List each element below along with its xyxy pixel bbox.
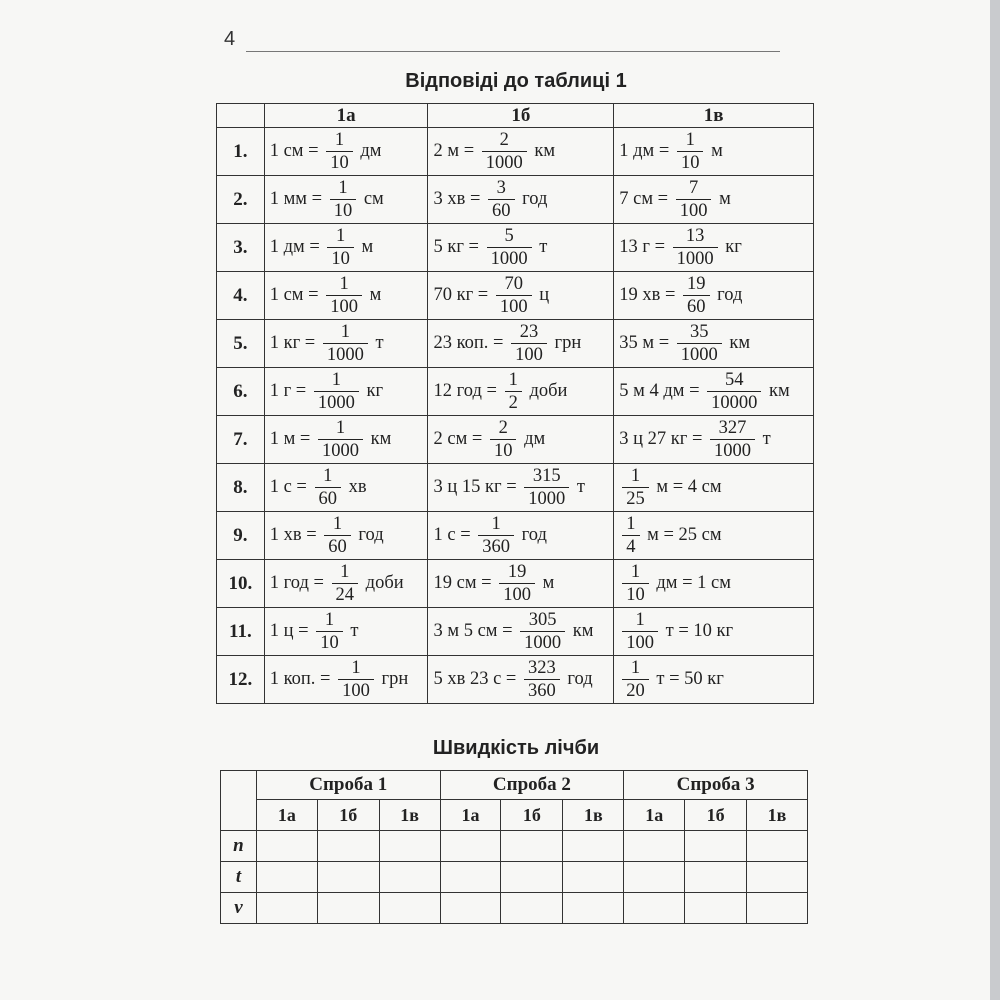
fraction-numerator: 1 [332, 514, 343, 534]
fraction-denominator: 1000 [520, 631, 565, 653]
fraction-numerator: 1 [630, 658, 641, 678]
fraction-numerator: 3 [496, 178, 506, 198]
answers-row [217, 272, 814, 320]
answer-text: т [758, 429, 771, 449]
fraction [487, 227, 532, 268]
answer-text: т = 10 кг [661, 621, 734, 641]
fraction-numerator: 2 [498, 418, 508, 438]
answer-text: 3 ц 27 кг = [619, 429, 708, 449]
speed-subheader: 1а [256, 800, 317, 831]
answer-cell [428, 320, 614, 368]
fraction-numerator: 70 [504, 274, 523, 294]
answer-text: 1 дм = [269, 237, 325, 257]
fraction-numerator: 315 [532, 466, 561, 486]
fraction-denominator: 1000 [524, 487, 569, 509]
speed-entry-cell [624, 893, 685, 924]
fraction-numerator: 7 [688, 178, 699, 198]
answer-text: ц [534, 285, 550, 305]
answer-text: 23 коп. = [433, 333, 509, 353]
answer-text: 35 м = [619, 333, 674, 353]
row-number: 3. [217, 224, 265, 272]
answer-cell [614, 176, 814, 224]
answers-row [217, 608, 814, 656]
speed-entry-cell [440, 862, 501, 893]
answer-cell [614, 272, 814, 320]
speed-entry-cell [747, 831, 808, 862]
answers-header-cell: 1в [614, 104, 814, 128]
speed-corner-cell [221, 771, 257, 831]
speed-entry-cell [379, 862, 440, 893]
speed-attempt-row [221, 771, 808, 800]
fraction [676, 179, 712, 220]
speed-entry-cell [685, 862, 747, 893]
fraction-numerator: 1 [338, 178, 348, 198]
fraction-denominator: 100 [499, 583, 535, 605]
answer-cell [264, 272, 428, 320]
speed-entry-cell [563, 831, 624, 862]
speed-subheader-row [221, 800, 808, 831]
answer-text: т [572, 477, 585, 497]
fraction-numerator: 1 [334, 130, 345, 150]
fraction-numerator: 35 [690, 322, 709, 342]
speed-entry-cell [501, 862, 563, 893]
fraction-numerator: 1 [340, 562, 350, 582]
fraction [622, 467, 649, 508]
answer-text: км [764, 381, 790, 401]
speed-entry-cell [379, 831, 440, 862]
answer-cell [264, 512, 428, 560]
fraction-denominator: 10 [330, 199, 357, 221]
answer-text: грн [549, 333, 582, 353]
fraction-numerator: 327 [718, 418, 747, 438]
answers-table [216, 103, 814, 704]
answer-cell [428, 224, 614, 272]
answer-text: 1 хв = [269, 525, 322, 545]
answer-text: 3 хв = [433, 189, 486, 209]
answer-text: м = 4 см [651, 477, 722, 497]
fraction [324, 515, 351, 556]
answer-text: 13 г = [619, 237, 670, 257]
fraction-denominator: 360 [478, 535, 514, 557]
speed-entry-cell [501, 831, 563, 862]
fraction-denominator: 4 [622, 535, 639, 557]
speed-entry-cell [379, 893, 440, 924]
row-number: 1. [217, 128, 265, 176]
answer-cell [264, 224, 428, 272]
fraction-denominator: 1000 [482, 151, 527, 173]
answer-cell [428, 512, 614, 560]
fraction-denominator: 1000 [314, 391, 359, 413]
fraction-numerator: 1 [331, 370, 341, 390]
fraction [490, 419, 517, 460]
fraction [482, 131, 527, 172]
answer-cell [428, 176, 614, 224]
speed-entry-cell [747, 893, 808, 924]
fraction [677, 323, 722, 364]
fraction-denominator: 10 [677, 151, 704, 173]
speed-subheader: 1а [440, 800, 501, 831]
answer-cell [614, 656, 814, 704]
answer-text: 1 мм = [269, 189, 327, 209]
answer-text: 1 г = [269, 381, 311, 401]
row-number: 7. [217, 416, 265, 464]
answer-text: 1 кг = [269, 333, 320, 353]
fraction [327, 227, 354, 268]
speed-subheader: 1б [501, 800, 563, 831]
fraction-numerator: 1 [351, 658, 361, 678]
fraction-numerator: 1 [323, 466, 333, 486]
answer-text: 3 м 5 см = [433, 621, 518, 641]
answer-text: м [714, 189, 731, 209]
answer-cell [428, 128, 614, 176]
row-number: 4. [217, 272, 265, 320]
fraction-denominator: 10 [326, 151, 353, 173]
answer-text: т [370, 333, 384, 353]
fraction-numerator: 1 [635, 610, 645, 630]
fraction-denominator: 100 [338, 679, 374, 701]
fraction-numerator: 13 [685, 226, 705, 246]
fraction [622, 515, 639, 556]
header-rule [246, 51, 780, 52]
fraction-denominator: 1000 [677, 343, 722, 365]
speed-subheader: 1в [379, 800, 440, 831]
row-number: 5. [217, 320, 265, 368]
answer-text: год [517, 189, 548, 209]
answers-row [217, 128, 814, 176]
fraction [710, 419, 755, 460]
answers-row [217, 176, 814, 224]
answer-cell [264, 560, 428, 608]
fraction-numerator: 305 [528, 610, 557, 630]
answer-cell [264, 176, 428, 224]
speed-entry-cell [256, 862, 317, 893]
answer-text: 2 м = [433, 141, 479, 161]
answer-text: 1 коп. = [269, 669, 336, 689]
answers-row [217, 368, 814, 416]
fraction-numerator: 323 [528, 658, 556, 678]
answer-text: год [353, 525, 384, 545]
answer-cell [614, 464, 814, 512]
speed-entry-cell [317, 893, 379, 924]
answers-row [217, 464, 814, 512]
answer-cell [428, 368, 614, 416]
fraction-denominator: 24 [332, 583, 359, 605]
fraction-denominator: 100 [496, 295, 532, 317]
answer-text: см [359, 189, 384, 209]
answer-text: 1 с = [269, 477, 312, 497]
speed-row [221, 862, 808, 893]
answer-text: м [356, 237, 374, 257]
fraction [326, 131, 353, 172]
row-number: 9. [217, 512, 265, 560]
answer-text: год [562, 669, 593, 689]
fraction [338, 659, 374, 700]
fraction [314, 371, 359, 412]
answer-text: 1 год = [269, 573, 329, 593]
fraction-numerator: 1 [626, 514, 636, 534]
answer-text: 12 год = [433, 381, 502, 401]
answer-cell [264, 128, 428, 176]
fraction-denominator: 1000 [323, 343, 368, 365]
fraction-denominator: 360 [524, 679, 560, 701]
fraction-denominator: 1000 [318, 439, 363, 461]
speed-subheader: 1б [685, 800, 747, 831]
answer-text: 1 м = [269, 429, 315, 449]
answer-cell [264, 656, 428, 704]
answer-cell [264, 464, 428, 512]
speed-entry-cell [440, 831, 501, 862]
answer-cell [614, 416, 814, 464]
row-number: 6. [217, 368, 265, 416]
fraction [315, 467, 342, 508]
answer-text: год [712, 285, 743, 305]
fraction-denominator: 60 [683, 295, 710, 317]
fraction-denominator: 1000 [673, 247, 718, 269]
answer-cell [614, 608, 814, 656]
fraction-denominator: 100 [326, 295, 362, 317]
fraction-denominator: 20 [622, 679, 649, 701]
fraction [499, 563, 535, 604]
answers-title: Відповіді до таблиці 1 [405, 70, 627, 92]
answers-row [217, 224, 814, 272]
fraction-numerator: 1 [630, 562, 641, 582]
row-number: 11. [217, 608, 265, 656]
fraction [677, 131, 704, 172]
row-number: 2. [217, 176, 265, 224]
speed-subheader: 1в [563, 800, 624, 831]
speed-entry-cell [256, 831, 317, 862]
fraction [318, 419, 363, 460]
next-page-edge [990, 0, 1000, 1000]
answer-text: км [365, 429, 392, 449]
fraction [511, 323, 547, 364]
speed-entry-cell [747, 862, 808, 893]
answers-row [217, 560, 814, 608]
answer-text: 19 см = [433, 573, 497, 593]
answer-text: м [537, 573, 555, 593]
answer-text: кг [720, 237, 742, 257]
answer-text: доби [361, 573, 404, 593]
fraction-denominator: 100 [676, 199, 712, 221]
speed-entry-cell [563, 893, 624, 924]
answer-text: 5 хв 23 с = [433, 669, 521, 689]
speed-entry-cell [317, 862, 379, 893]
fraction [622, 611, 658, 652]
fraction [478, 515, 514, 556]
fraction-denominator: 60 [315, 487, 342, 509]
speed-entry-cell [624, 862, 685, 893]
fraction-denominator: 10 [316, 631, 343, 653]
answer-text: 7 см = [619, 189, 673, 209]
answer-cell [614, 128, 814, 176]
page-number: 4 [224, 28, 236, 50]
fraction [323, 323, 368, 364]
speed-row [221, 893, 808, 924]
fraction [683, 275, 710, 316]
fraction-numerator: 1 [491, 514, 501, 534]
answer-cell [264, 416, 428, 464]
answers-header-row [217, 104, 814, 128]
fraction [488, 179, 515, 220]
fraction-numerator: 19 [507, 562, 527, 582]
fraction-numerator: 54 [725, 370, 744, 390]
answer-text: т [534, 237, 548, 257]
answer-text: м [364, 285, 382, 305]
speed-table [220, 770, 808, 924]
speed-row [221, 831, 808, 862]
answer-text: год [517, 525, 547, 545]
fraction-numerator: 1 [335, 418, 346, 438]
fraction-numerator: 1 [630, 466, 641, 486]
attempt-header: Спроба 3 [624, 771, 808, 800]
answer-text: м = 25 см [642, 525, 722, 545]
answer-cell [614, 560, 814, 608]
fraction-denominator: 2 [505, 391, 522, 413]
attempt-header: Спроба 2 [440, 771, 624, 800]
answer-cell [428, 416, 614, 464]
speed-subheader: 1в [747, 800, 808, 831]
answer-text: т [345, 621, 359, 641]
answer-text: 1 см = [269, 141, 324, 161]
answer-text: 70 кг = [433, 285, 493, 305]
fraction-denominator: 10000 [707, 391, 761, 413]
answer-text: км [529, 141, 556, 161]
answer-text: доби [524, 381, 568, 401]
fraction [622, 659, 649, 700]
speed-subheader: 1а [624, 800, 685, 831]
answer-text: т = 50 кг [651, 669, 724, 689]
answer-cell [614, 320, 814, 368]
fraction [496, 275, 532, 316]
answer-text: 1 см = [269, 285, 324, 305]
fraction-numerator: 5 [504, 226, 514, 246]
answers-row [217, 320, 814, 368]
fraction [330, 179, 357, 220]
row-number: 10. [217, 560, 265, 608]
fraction-numerator: 1 [685, 130, 695, 150]
speed-entry-cell [440, 893, 501, 924]
attempt-header: Спроба 1 [256, 771, 440, 800]
answer-text: 5 кг = [433, 237, 484, 257]
answer-text: грн [376, 669, 409, 689]
answers-row [217, 512, 814, 560]
answers-header-cell: 1б [428, 104, 614, 128]
answers-row [217, 656, 814, 704]
answers-row [217, 416, 814, 464]
fraction-denominator: 1000 [487, 247, 532, 269]
answer-cell [264, 608, 428, 656]
row-number: 8. [217, 464, 265, 512]
speed-entry-cell [624, 831, 685, 862]
answer-text: кг [361, 381, 384, 401]
answer-cell [428, 608, 614, 656]
speed-subheader: 1б [317, 800, 379, 831]
fraction [673, 227, 718, 268]
fraction-denominator: 1000 [710, 439, 755, 461]
answer-text: 5 м 4 дм = [619, 381, 705, 401]
fraction-numerator: 1 [339, 274, 349, 294]
answer-cell [614, 512, 814, 560]
speed-entry-cell [256, 893, 317, 924]
fraction-denominator: 100 [511, 343, 547, 365]
row-number: 12. [217, 656, 265, 704]
answer-cell [614, 368, 814, 416]
fraction-denominator: 100 [622, 631, 658, 653]
fraction [524, 659, 560, 700]
speed-entry-cell [685, 893, 747, 924]
fraction [505, 371, 522, 412]
speed-entry-cell [563, 862, 624, 893]
fraction-denominator: 25 [622, 487, 649, 509]
fraction-numerator: 1 [508, 370, 518, 390]
answer-text: 1 с = [433, 525, 476, 545]
fraction-denominator: 10 [622, 583, 649, 605]
answer-text: 19 хв = [619, 285, 681, 305]
speed-variable-label: n [221, 831, 257, 862]
answer-text: дм [355, 141, 382, 161]
answer-cell [264, 320, 428, 368]
answer-text: м [706, 141, 723, 161]
answer-cell [614, 224, 814, 272]
answer-text: дм = 1 см [651, 573, 731, 593]
answer-text: 1 дм = [619, 141, 674, 161]
fraction-numerator: 1 [324, 610, 335, 630]
answer-text: км [568, 621, 594, 641]
speed-entry-cell [685, 831, 747, 862]
fraction [707, 371, 761, 412]
answers-corner-cell [217, 104, 265, 128]
fraction-denominator: 10 [490, 439, 517, 461]
fraction-denominator: 10 [327, 247, 354, 269]
answer-text: 3 ц 15 кг = [433, 477, 522, 497]
fraction-numerator: 23 [519, 322, 539, 342]
fraction-denominator: 60 [488, 199, 515, 221]
answers-header-cell: 1а [264, 104, 428, 128]
speed-variable-label: v [221, 893, 257, 924]
answer-cell [264, 368, 428, 416]
answer-text: км [724, 333, 751, 353]
speed-entry-cell [501, 893, 563, 924]
answer-cell [428, 656, 614, 704]
fraction [316, 611, 343, 652]
fraction-numerator: 1 [336, 226, 346, 246]
fraction-denominator: 60 [324, 535, 351, 557]
answer-cell [428, 464, 614, 512]
fraction [332, 563, 359, 604]
answer-cell [428, 560, 614, 608]
fraction [326, 275, 362, 316]
fraction-numerator: 1 [340, 322, 350, 342]
fraction [520, 611, 565, 652]
answer-text: 2 см = [433, 429, 487, 449]
speed-entry-cell [317, 831, 379, 862]
speed-variable-label: t [221, 862, 257, 893]
fraction-numerator: 19 [687, 274, 706, 294]
speed-title: Швидкість лічби [432, 737, 600, 759]
answer-text: хв [344, 477, 367, 497]
fraction [524, 467, 569, 508]
fraction [622, 563, 649, 604]
fraction-numerator: 2 [499, 130, 509, 150]
answer-cell [428, 272, 614, 320]
answer-text: 1 ц = [269, 621, 314, 641]
answer-text: дм [519, 429, 546, 449]
